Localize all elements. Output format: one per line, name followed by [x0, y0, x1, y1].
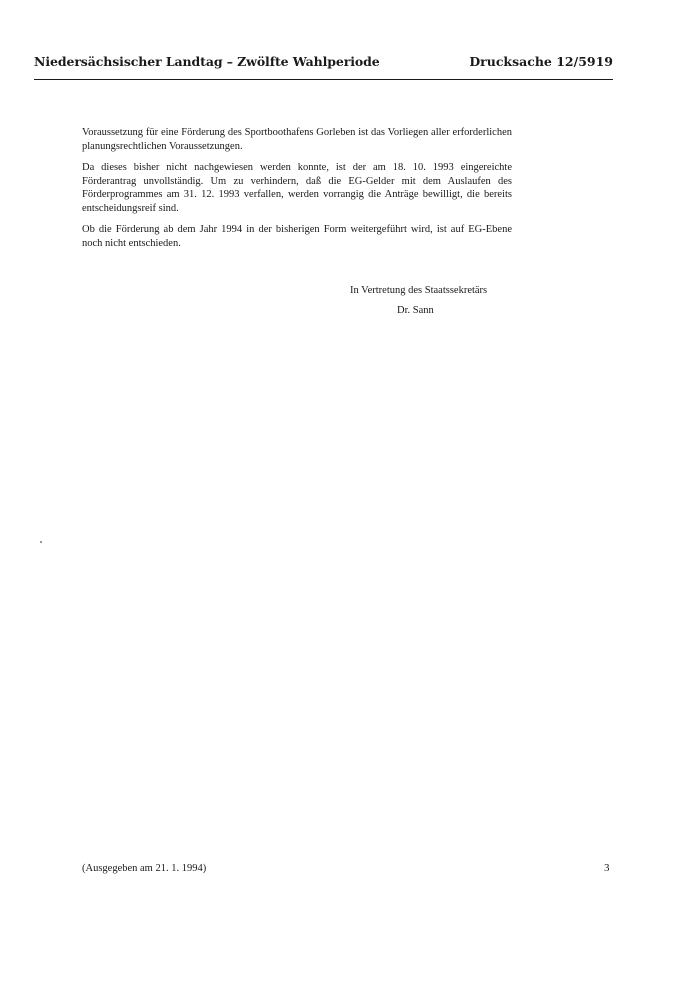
page-number: 3: [604, 862, 610, 874]
document-number: Drucksache 12/5919: [469, 54, 613, 69]
paragraph: Ob die Förderung ab dem Jahr 1994 in der bisherigen Form weitergeführt wird, ist auf EG-Ebene noch nicht entschieden.: [82, 224, 512, 249]
header-divider: [34, 79, 613, 80]
issue-date: (Ausgegeben am 21. 1. 1994): [82, 863, 207, 874]
paragraph: Voraussetzung für eine Förderung des Sportboothafens Gorleben ist das Vorliegen aller erforderlichen planungsrechtlichen Voraussetzungen.: [82, 127, 512, 152]
body-text: [82, 126, 512, 258]
header-title: Niedersächsischer Landtag – Zwölfte Wahlperiode: [34, 54, 380, 69]
signature-name: Dr. Sann: [397, 305, 434, 316]
signature-title: In Vertretung des Staatssekretärs: [350, 285, 488, 296]
scan-speck: [40, 541, 42, 543]
paragraph: Da dieses bisher nicht nachgewiesen werden konnte, ist der am 18. 10. 1993 eingereichte Förderantrag unvollständig. Um zu verhindern, daß die EG-Gelder mit dem Auslaufen des Förderprogrammes am 31. 12. 1993 verfallen, werden vorrangig die Anträge bewilligt, die bereits entscheidungsreif sind.: [82, 162, 512, 214]
